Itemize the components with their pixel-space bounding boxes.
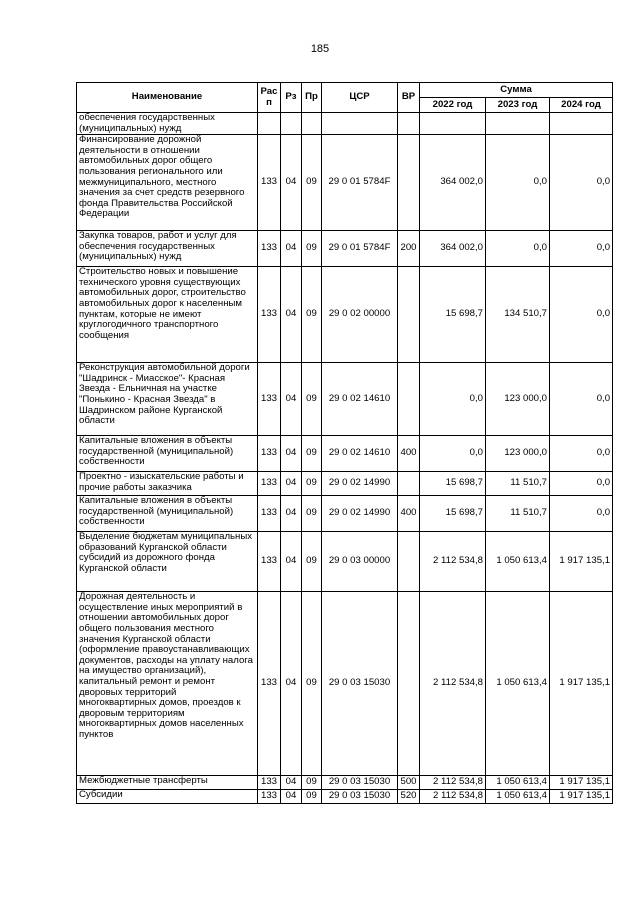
row-rz: 04: [281, 532, 302, 592]
row-rasp: 133: [258, 496, 281, 532]
row-csr: 29 0 01 5784F: [322, 231, 398, 267]
row-sum-2022: 2 112 534,8: [420, 592, 486, 776]
row-csr: 29 0 02 00000: [322, 267, 398, 363]
row-sum-2023: [486, 113, 550, 135]
row-pr: [302, 113, 322, 135]
row-sum-2024: 0,0: [550, 231, 613, 267]
row-sum-2022: 0,0: [420, 363, 486, 436]
row-name: Проектно - изыскательские работы и прочие работы заказчика: [77, 472, 258, 496]
row-sum-2022: 364 002,0: [420, 231, 486, 267]
row-sum-2023: 0,0: [486, 231, 550, 267]
header-rasp: Рас п: [258, 83, 281, 113]
table-row: [77, 472, 613, 496]
table-row: [77, 363, 613, 436]
row-sum-2023: 1 050 613,4: [486, 532, 550, 592]
row-sum-2024: 0,0: [550, 267, 613, 363]
row-vr: [398, 135, 420, 231]
row-name: обеспечения государственных (муниципальных) нужд: [77, 113, 258, 135]
row-sum-2024: [550, 113, 613, 135]
header-vr: ВР: [398, 83, 420, 113]
row-csr: 29 0 02 14990: [322, 472, 398, 496]
row-sum-2023: 134 510,7: [486, 267, 550, 363]
row-pr: 09: [302, 436, 322, 472]
row-sum-2022: 2 112 534,8: [420, 790, 486, 804]
row-vr: 200: [398, 231, 420, 267]
table-row: [77, 776, 613, 790]
row-vr: [398, 592, 420, 776]
row-csr: 29 0 02 14990: [322, 496, 398, 532]
row-vr: [398, 113, 420, 135]
row-vr: 500: [398, 776, 420, 790]
row-sum-2023: 1 050 613,4: [486, 790, 550, 804]
header-rz: Рз: [281, 83, 302, 113]
row-vr: 400: [398, 436, 420, 472]
row-pr: 09: [302, 790, 322, 804]
table-row: [77, 592, 613, 776]
row-name: Капитальные вложения в объекты государственной (муниципальной) собственности: [77, 496, 258, 532]
row-sum-2022: 0,0: [420, 436, 486, 472]
row-sum-2024: 1 917 135,1: [550, 776, 613, 790]
header-sum: Сумма: [420, 83, 613, 98]
row-name: Субсидии: [77, 790, 258, 804]
header-year-2022: 2022 год: [420, 98, 486, 113]
row-name: Реконструкция автомобильной дороги "Шадринск - Миасское"- Красная Звезда - Ельничная на участке "Понькино - Красная Звезда" в Шадринском районе Курганской области: [77, 363, 258, 436]
row-pr: 09: [302, 231, 322, 267]
row-rz: 04: [281, 436, 302, 472]
row-pr: 09: [302, 496, 322, 532]
row-pr: 09: [302, 267, 322, 363]
row-name: Межбюджетные трансферты: [77, 776, 258, 790]
table-row: [77, 436, 613, 472]
budget-table: [76, 82, 613, 804]
row-rz: 04: [281, 790, 302, 804]
row-csr: 29 0 03 00000: [322, 532, 398, 592]
row-csr: 29 0 03 15030: [322, 592, 398, 776]
row-vr: 400: [398, 496, 420, 532]
row-sum-2022: 364 002,0: [420, 135, 486, 231]
row-sum-2022: [420, 113, 486, 135]
row-vr: [398, 363, 420, 436]
table-row: [77, 135, 613, 231]
row-sum-2024: 1 917 135,1: [550, 790, 613, 804]
table-row: [77, 790, 613, 804]
row-sum-2023: 0,0: [486, 135, 550, 231]
row-rz: [281, 113, 302, 135]
row-sum-2022: 15 698,7: [420, 496, 486, 532]
row-pr: 09: [302, 776, 322, 790]
row-rasp: 133: [258, 231, 281, 267]
row-rasp: 133: [258, 363, 281, 436]
row-sum-2024: 0,0: [550, 496, 613, 532]
row-rz: 04: [281, 135, 302, 231]
row-csr: 29 0 03 15030: [322, 790, 398, 804]
row-rz: 04: [281, 472, 302, 496]
row-csr: 29 0 03 15030: [322, 776, 398, 790]
row-rz: 04: [281, 592, 302, 776]
row-sum-2023: 1 050 613,4: [486, 592, 550, 776]
row-vr: [398, 267, 420, 363]
table-row: [77, 231, 613, 267]
row-pr: 09: [302, 135, 322, 231]
table-row: [77, 267, 613, 363]
row-sum-2023: 11 510,7: [486, 472, 550, 496]
row-rz: 04: [281, 496, 302, 532]
row-sum-2023: 123 000,0: [486, 363, 550, 436]
row-rasp: 133: [258, 267, 281, 363]
table-row: [77, 532, 613, 592]
table-row: [77, 496, 613, 532]
row-name: Закупка товаров, работ и услуг для обеспечения государственных (муниципальных) нужд: [77, 231, 258, 267]
row-sum-2024: 0,0: [550, 436, 613, 472]
row-name: Строительство новых и повышение технического уровня существующих автомобильных дорог, строительство автомобильных дорог к населенным пунктам, которые не имеют круглогодичного транспортного сообщения: [77, 267, 258, 363]
header-name: Наименование: [77, 83, 258, 113]
row-sum-2024: 0,0: [550, 472, 613, 496]
header-year-2024: 2024 год: [550, 98, 613, 113]
row-pr: 09: [302, 363, 322, 436]
row-rz: 04: [281, 363, 302, 436]
row-rasp: 133: [258, 532, 281, 592]
header-csr: ЦСР: [322, 83, 398, 113]
row-pr: 09: [302, 472, 322, 496]
row-sum-2022: 2 112 534,8: [420, 532, 486, 592]
row-vr: 520: [398, 790, 420, 804]
row-rasp: 133: [258, 776, 281, 790]
row-rasp: 133: [258, 592, 281, 776]
page-number: 185: [310, 43, 330, 55]
row-sum-2024: 0,0: [550, 135, 613, 231]
row-pr: 09: [302, 532, 322, 592]
row-csr: 29 0 01 5784F: [322, 135, 398, 231]
row-name: Выделение бюджетам муниципальных образований Курганской области субсидий из дорожного фонда Курганской области: [77, 532, 258, 592]
row-csr: 29 0 02 14610: [322, 363, 398, 436]
row-pr: 09: [302, 592, 322, 776]
row-sum-2024: 0,0: [550, 363, 613, 436]
row-name: Дорожная деятельность и осуществление иных мероприятий в отношении автомобильных дорог общего пользования местного значения Курганской области (оформление правоустанавливающих документов, расходы на уплату налога на имущество организаций), капитальный ремонт и ремонт дворовых территорий многоквартирных домов, проездов к дворовым территориям многоквартирных домов населенных пунктов: [77, 592, 258, 776]
row-name: Капитальные вложения в объекты государственной (муниципальной) собственности: [77, 436, 258, 472]
header-pr: Пр: [302, 83, 322, 113]
row-vr: [398, 472, 420, 496]
row-sum-2023: 123 000,0: [486, 436, 550, 472]
row-name: Финансирование дорожной деятельности в отношении автомобильных дорог общего пользования регионального или межмуниципального, местного значения за счет средств резервного фонда Правительства Российской Федерации: [77, 135, 258, 231]
row-sum-2024: 1 917 135,1: [550, 532, 613, 592]
table-row: [77, 113, 613, 135]
row-rz: 04: [281, 776, 302, 790]
row-sum-2023: 11 510,7: [486, 496, 550, 532]
row-sum-2022: 2 112 534,8: [420, 776, 486, 790]
row-rasp: 133: [258, 790, 281, 804]
row-rasp: 133: [258, 472, 281, 496]
table-body: [77, 113, 613, 804]
row-rasp: [258, 113, 281, 135]
row-vr: [398, 532, 420, 592]
row-rasp: 133: [258, 135, 281, 231]
row-sum-2022: 15 698,7: [420, 472, 486, 496]
row-rz: 04: [281, 267, 302, 363]
row-csr: 29 0 02 14610: [322, 436, 398, 472]
row-rasp: 133: [258, 436, 281, 472]
row-sum-2023: 1 050 613,4: [486, 776, 550, 790]
row-rz: 04: [281, 231, 302, 267]
row-sum-2024: 1 917 135,1: [550, 592, 613, 776]
row-csr: [322, 113, 398, 135]
row-sum-2022: 15 698,7: [420, 267, 486, 363]
header-year-2023: 2023 год: [486, 98, 550, 113]
